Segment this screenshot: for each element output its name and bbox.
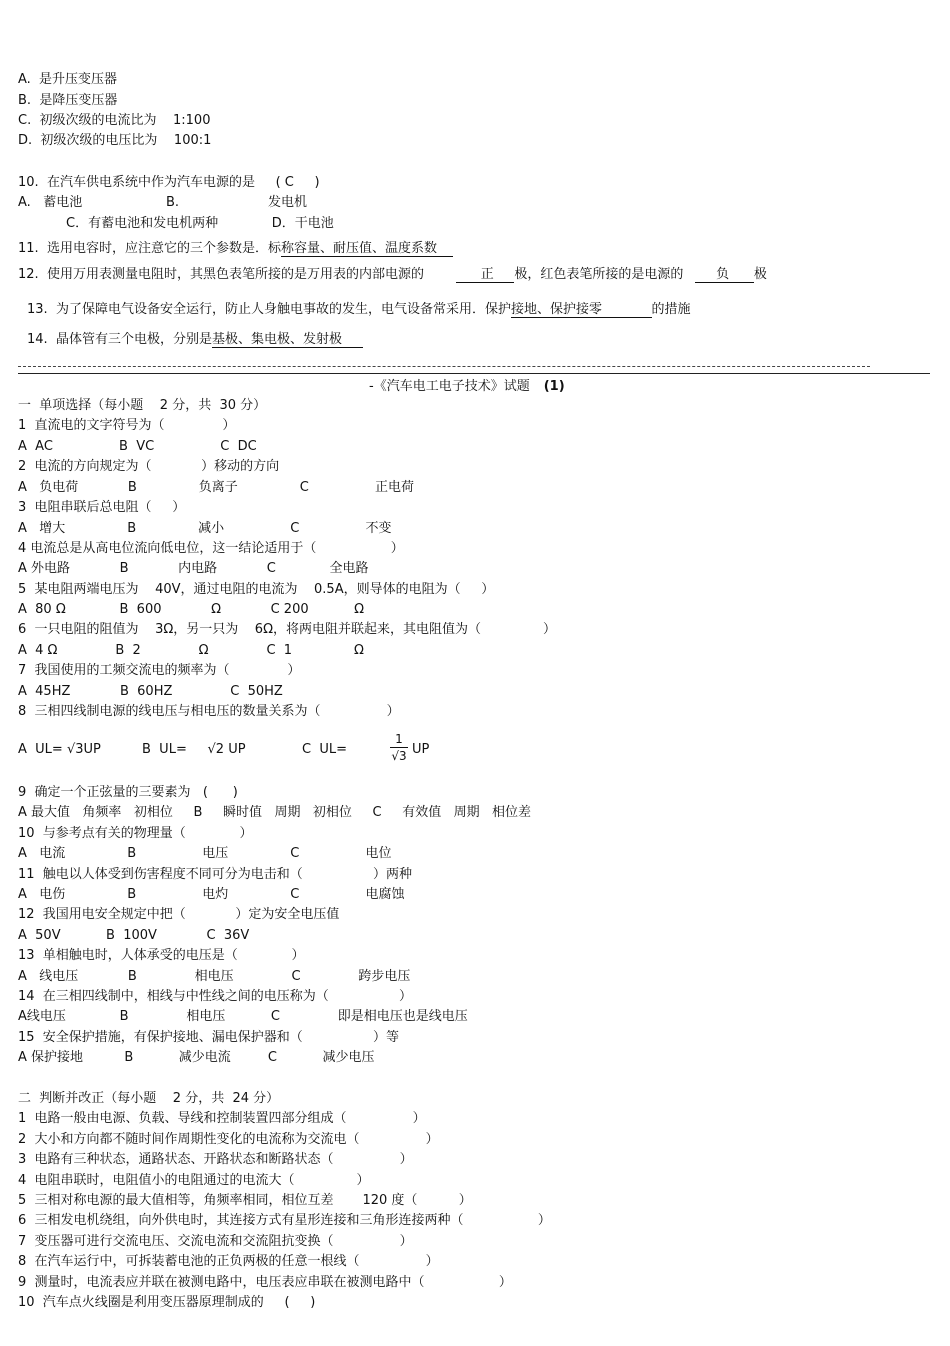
question-10-option-a: A. 蓄电池 xyxy=(18,195,83,210)
title-number: (1) xyxy=(543,379,565,394)
q8-option-b-up: UP xyxy=(228,742,246,757)
text-line: 10 与参考点有关的物理量（ ） xyxy=(18,826,253,841)
question-10-option-b-text: 发电机 xyxy=(268,195,308,210)
text-line: A 电伤 B 电灼 C 电腐蚀 xyxy=(18,887,405,902)
option-d: D. 初级次级的电压比为 100:1 xyxy=(18,133,212,148)
text-line: 9 测量时，电流表应并联在被测电路中，电压表应串联在被测电路中（ ） xyxy=(18,1275,512,1290)
dashed-divider xyxy=(18,366,870,367)
question-13-text: 13. 为了保障电气设备安全运行，防止人身触电事故的发生，电气设备常采用．保护 xyxy=(27,302,511,317)
text-line: A 增大 B 减小 C 不变 xyxy=(18,521,392,536)
text-line: 13 单相触电时，人体承受的电压是（ ） xyxy=(18,948,305,963)
question-14 xyxy=(27,332,363,348)
q8-option-a xyxy=(18,742,101,758)
q8-option-c-fraction xyxy=(390,732,408,763)
text-line: 2 电流的方向规定为（ ）移动的方向 xyxy=(18,459,280,474)
question-12-text: 12. 使用万用表测量电阻时，其黑色表笔所接的是万用表的内部电源的 xyxy=(18,267,424,282)
question-10-options-cd: C．有蓄电池和发电机两种 D．干电池 xyxy=(66,216,334,231)
question-13-answer: 接地、保护接零 xyxy=(510,302,652,317)
text-line: 7 变压器可进行交流电压、交流电流和交流阻抗变换（ ） xyxy=(18,1234,413,1249)
option-c: C. 初级次级的电流比为 1:100 xyxy=(18,113,211,128)
text-line: 7 我国使用的工频交流电的频率为（ ） xyxy=(18,663,301,678)
q8-option-b-label: B UL= xyxy=(142,742,187,757)
text-line: 1 电路一般由电源、负载、导线和控制装置四部分组成（ ） xyxy=(18,1111,426,1126)
q8-option-c: C UL= xyxy=(302,742,347,757)
question-12-mid: 极，红色表笔所接的是电源的 xyxy=(514,267,684,282)
q8-option-b xyxy=(142,742,246,758)
text-line: 8 三相四线制电源的线电压与相电压的数量关系为（ ） xyxy=(18,704,400,719)
text-line: A 最大值 角频率 初相位 B 瞬时值 周期 初相位 C 有效值 周期 相位差 xyxy=(18,805,532,820)
text-line: A 80 Ω B 600 Ω C 200 Ω xyxy=(18,602,365,617)
question-12-end: 极 xyxy=(753,267,767,282)
q8-option-a-label: A UL= xyxy=(18,742,63,757)
text-line: 5 三相对称电源的最大值相等，角频率相同，相位互差 120 度（ ） xyxy=(18,1193,472,1208)
q8-option-c-up: UP xyxy=(412,742,430,757)
text-line: 4 电阻串联时，电阻值小的电阻通过的电流大（ ） xyxy=(18,1173,370,1188)
title-mark: - xyxy=(369,379,374,394)
option-a: A. 是升压变压器 xyxy=(18,72,118,87)
option-b: B. 是降压变压器 xyxy=(18,93,118,108)
question-11 xyxy=(18,241,453,257)
text-line: 10 汽车点火线圈是利用变压器原理制成的 ( ) xyxy=(18,1295,316,1310)
fraction-bar xyxy=(390,747,408,748)
question-13 xyxy=(27,302,691,318)
text-line: 9 确定一个正弦量的三要素为 ( ) xyxy=(18,785,238,800)
text-line: A 外电路 B 内电路 C 全电路 xyxy=(18,561,369,576)
question-12-answer-1: 正 xyxy=(455,267,515,282)
text-line: 6 三相发电机绕组，向外供电时，其连接方式有星形连接和三角形连接两种（ ） xyxy=(18,1213,551,1228)
text-line: A 4 Ω B 2 Ω C 1 Ω xyxy=(18,643,364,658)
text-line: 5 某电阻两端电压为 40V，通过电阻的电流为 0.5A，则导体的电阻为（ ） xyxy=(18,582,495,597)
question-10-option-b: B. xyxy=(166,195,180,210)
text-line: A 45HZ B 60HZ C 50HZ xyxy=(18,684,283,699)
question-13-end: 的措施 xyxy=(651,302,691,317)
text-line: 3 电阻串联后总电阻（ ） xyxy=(18,500,186,515)
q8-option-a-root: √3 xyxy=(66,742,84,757)
fraction-numerator: 1 xyxy=(395,732,403,746)
question-14-text: 14. 晶体管有三个电极，分别是 xyxy=(27,332,212,347)
text-line: 8 在汽车运行中，可拆装蓄电池的正负两极的任意一根线（ ） xyxy=(18,1254,439,1269)
text-line: A 线电压 B 相电压 C 跨步电压 xyxy=(18,969,411,984)
solid-divider xyxy=(18,373,930,374)
title-text: 《汽车电工电子技术》试题 xyxy=(373,379,530,394)
text-line: 3 电路有三种状态，通路状态、开路状态和断路状态（ ） xyxy=(18,1152,413,1167)
text-line: 14 在三相四线制中，相线与中性线之间的电压称为（ ） xyxy=(18,989,413,1004)
text-line: 1 直流电的文字符号为（ ） xyxy=(18,418,236,433)
text-line: A AC B VC C DC xyxy=(18,439,257,454)
text-line: A线电压 B 相电压 C 即是相电压也是线电压 xyxy=(18,1009,468,1024)
text-line: 12 我国用电安全规定中把（ ）定为安全电压值 xyxy=(18,907,340,922)
fraction-denominator: √3 xyxy=(391,749,407,763)
text-line: A 负电荷 B 负离子 C 正电荷 xyxy=(18,480,414,495)
text-line: A 保护接地 B 减少电流 C 减少电压 xyxy=(18,1050,375,1065)
text-line: 11 触电以人体受到伤害程度不同可分为电击和（ ）两种 xyxy=(18,867,413,882)
question-11-text: 11. 选用电容时，应注意它的三个参数是．标 xyxy=(18,241,281,256)
question-12-answer-2: 负 xyxy=(695,267,754,282)
question-12 xyxy=(18,267,767,283)
q8-option-b-root: √2 xyxy=(207,742,225,757)
text-line: 2 大小和方向都不随时间作周期性变化的电流称为交流电（ ） xyxy=(18,1132,439,1147)
text-line: A 电流 B 电压 C 电位 xyxy=(18,846,392,861)
exam-title xyxy=(369,379,565,395)
question-14-answer: 基极、集电极、发射极 xyxy=(211,332,363,347)
text-line: A 50V B 100V C 36V xyxy=(18,928,250,943)
section-1-heading: 一 单项选择（每小题 2 分，共 30 分） xyxy=(18,398,267,413)
text-line: 4 电流总是从高电位流向低电位，这一结论适用于（ ） xyxy=(18,541,404,556)
question-11-answer: 称容量、耐压值、温度系数 xyxy=(280,241,454,256)
text-line: 15 安全保护措施，有保护接地、漏电保护器和（ ）等 xyxy=(18,1030,400,1045)
q8-option-a-up: UP xyxy=(83,742,101,757)
text-line: 6 一只电阻的阻值为 3Ω，另一只为 6Ω，将两电阻并联起来，其电阻值为（ ） xyxy=(18,622,556,637)
question-10: 10. 在汽车供电系统中作为汽车电源的是 ( C ) xyxy=(18,175,320,190)
section-2-heading: 二 判断并改正（每小题 2 分，共 24 分） xyxy=(18,1091,280,1106)
